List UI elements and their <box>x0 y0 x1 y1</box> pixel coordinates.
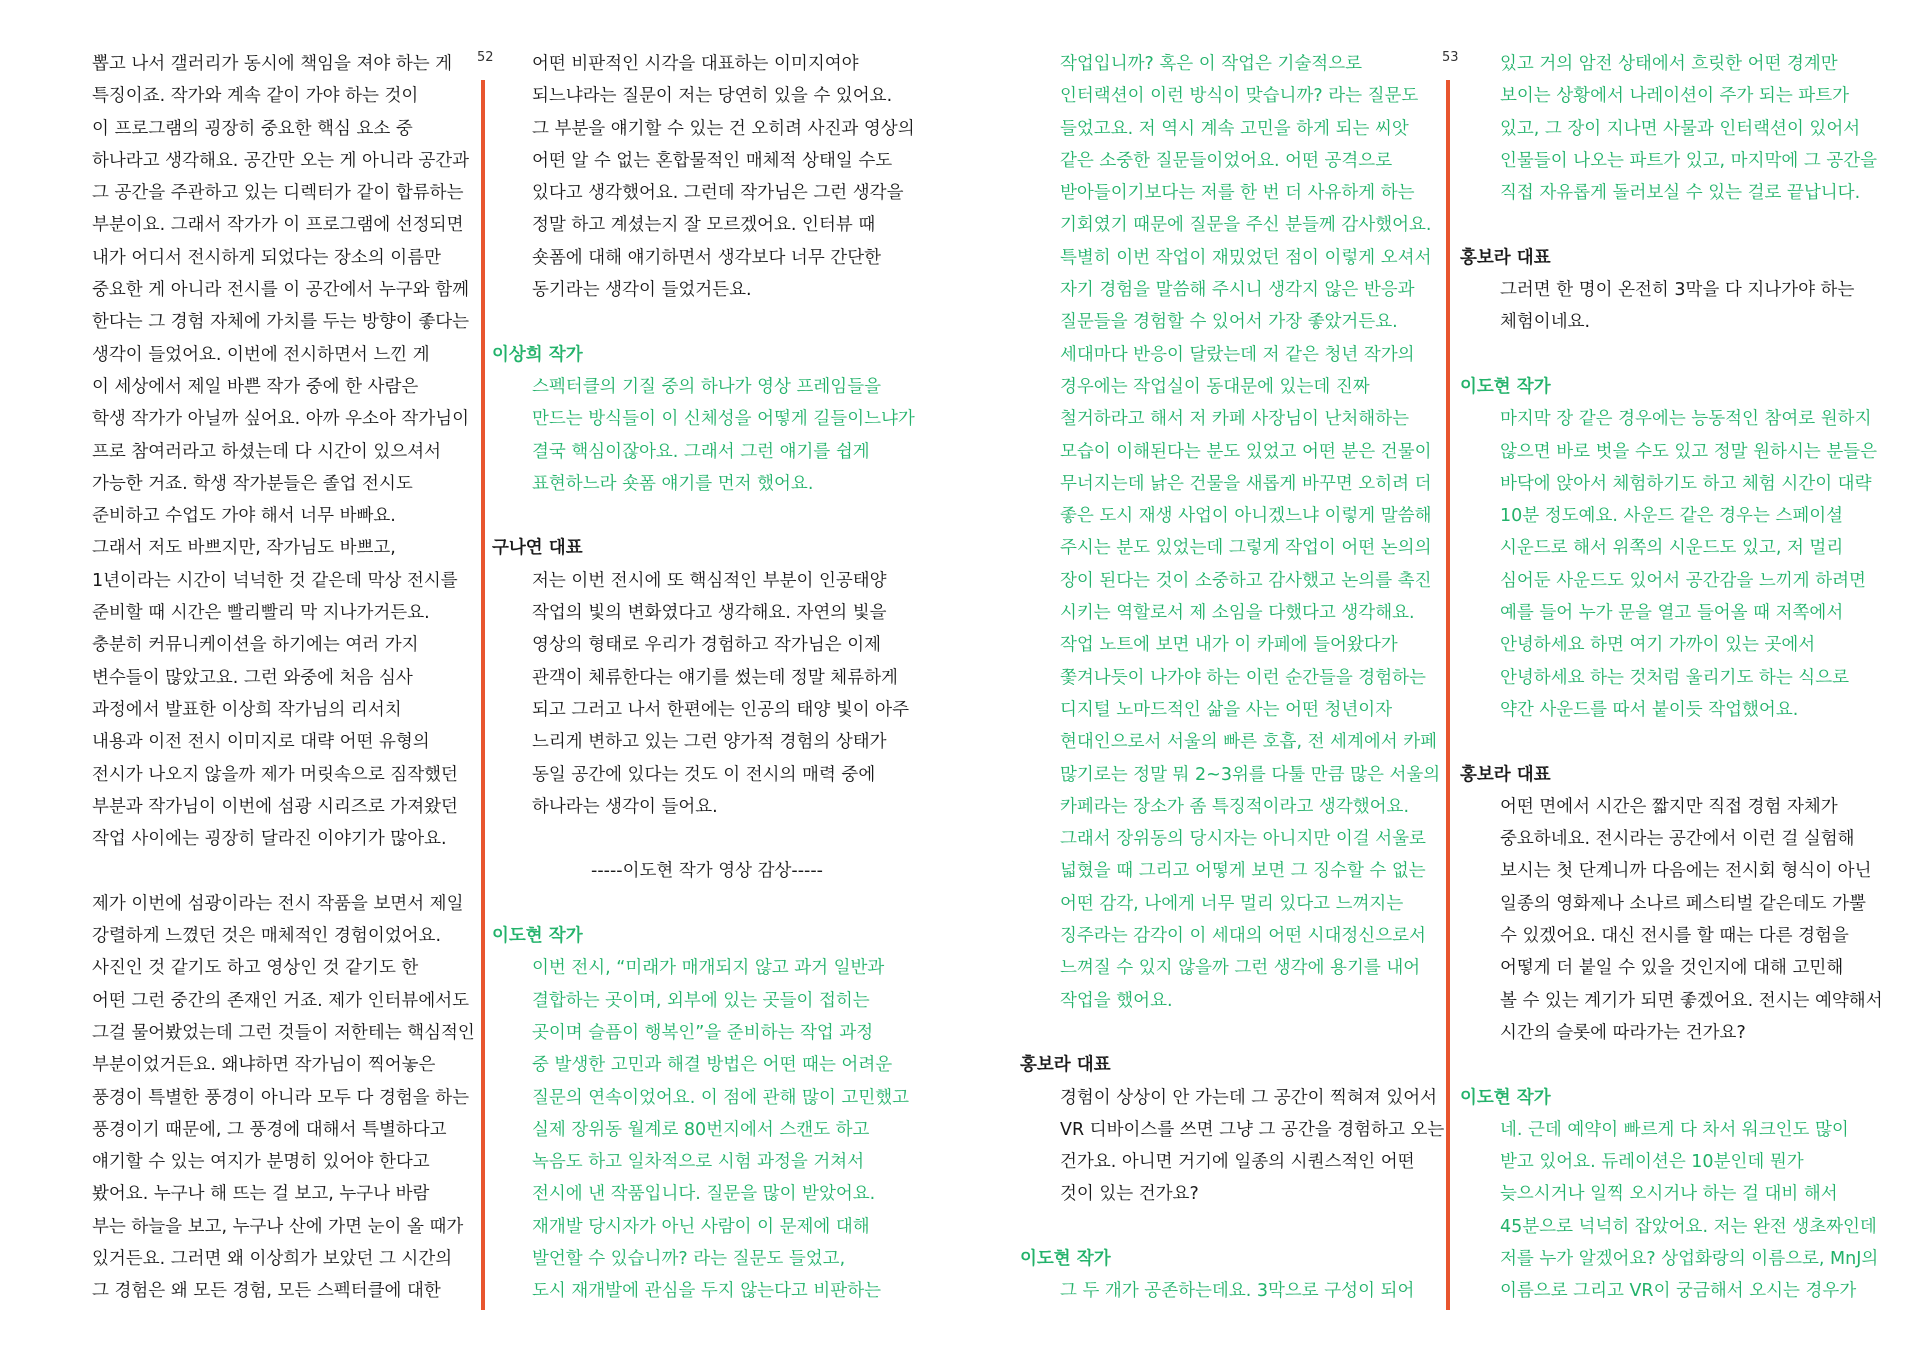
text-line: 쫓겨나듯이 나가야 하는 이런 순간들을 경험하는 <box>1060 667 1426 688</box>
text-line: 작업을 했어요. <box>1060 990 1173 1011</box>
text-line: 질문의 연속이었어요. 이 점에 관해 많이 고민했고 <box>532 1087 910 1108</box>
speech-block <box>1460 1114 1890 1308</box>
text-line: 준비하고 수업도 가야 해서 너무 바빠요. <box>92 506 396 527</box>
speech-block <box>492 371 922 500</box>
text-line: 있거든요. 그러면 왜 이상희가 보았던 그 시간의 <box>92 1248 453 1269</box>
text-line: 느리게 변하고 있는 그런 양가적 경험의 상태가 <box>532 732 887 753</box>
column-4 <box>1460 48 1890 1308</box>
text-line: 1년이라는 시간이 넉넉한 것 같은데 막상 전시를 <box>92 570 458 591</box>
speech-block <box>1460 274 1890 339</box>
text-line: 예를 들어 누가 문을 열고 들어올 때 저쪽에서 <box>1500 603 1844 624</box>
text-line: 어떤 감각, 나에게 너무 멀리 있다고 느껴지는 <box>1060 893 1404 914</box>
text-line: 징주라는 감각이 이 세대의 어떤 시대정신으로서 <box>1060 926 1426 947</box>
text-line: 정말 하고 계셨는지 잘 모르겠어요. 인터뷰 때 <box>532 215 876 236</box>
text-line: 풍경이기 때문에, 그 풍경에 대해서 특별하다고 <box>92 1119 447 1140</box>
text-line: 안녕하세요 하면 여기 가까이 있는 곳에서 <box>1500 635 1816 656</box>
text-line: 표현하느라 숏폼 얘기를 먼저 했어요. <box>532 473 814 494</box>
text-line: 보시는 첫 단계니까 다음에는 전시회 형식이 아닌 <box>1500 861 1872 882</box>
text-line: 제가 이번에 섬광이라는 전시 작품을 보면서 제일 <box>92 893 464 914</box>
speech-block <box>1020 1082 1445 1211</box>
text-line: 디지털 노마드적인 삶을 사는 어떤 청년이자 <box>1060 699 1393 720</box>
text-line: 그 경험은 왜 모든 경험, 모든 스펙터클에 대한 <box>92 1281 441 1302</box>
text-line: 뽑고 나서 갤러리가 동시에 책임을 져야 하는 게 <box>92 54 453 74</box>
text-line: 부분이요. 그래서 작가가 이 프로그램에 선정되면 <box>92 215 464 236</box>
text-line: 부분이었거든요. 왜냐하면 작가님이 찍어놓은 <box>92 1055 436 1076</box>
text-line: 좋은 도시 재생 사업이 아니겠느냐 이렇게 말씀해 <box>1060 506 1432 527</box>
text-line: 결국 핵심이잖아요. 그래서 그런 얘기를 쉽게 <box>532 441 870 462</box>
text-line: 않으면 바로 벗을 수도 있고 정말 원하시는 분들은 <box>1500 441 1878 462</box>
text-line: 같은 소중한 질문들이었어요. 어떤 공격으로 <box>1060 150 1393 171</box>
paragraph <box>492 48 922 306</box>
text-line: 경우에는 작업실이 동대문에 있는데 진짜 <box>1060 376 1370 397</box>
text-line: 어떻게 더 붙일 수 있을 것인지에 대해 고민해 <box>1500 958 1844 979</box>
text-line: 만드는 방식들이 이 신체성을 어떻게 길들이느냐가 <box>532 409 915 430</box>
speaker-label: 이도현 작가 <box>492 926 583 947</box>
speaker-label: 홍보라 대표 <box>1460 764 1551 785</box>
text-line: 그 두 개가 공존하는데요. 3막으로 구성이 되어 <box>1060 1281 1415 1302</box>
text-line: 많기로는 정말 뭐 2~3위를 다툴 만큼 많은 서울의 <box>1060 764 1441 785</box>
text-line: 마지막 장 같은 경우에는 능동적인 참여로 원하지 <box>1500 409 1872 430</box>
text-line: 시간의 슬롯에 따라가는 건가요? <box>1500 1022 1746 1043</box>
text-line: 얘기할 수 있는 여지가 분명히 있어야 한다고 <box>92 1152 430 1173</box>
text-line: 되고 그러고 나서 한편에는 인공의 태양 빛이 아주 <box>532 699 910 720</box>
text-line: 작업 사이에는 굉장히 달라진 이야기가 많아요. <box>92 829 447 850</box>
text-line: 것이 있는 건가요? <box>1060 1184 1199 1205</box>
text-line: 인터랙션이 이런 방식이 맞습니까? 라는 질문도 <box>1060 86 1419 107</box>
text-line: 봤어요. 누구나 해 뜨는 걸 보고, 누구나 바람 <box>92 1184 430 1205</box>
text-line: 중요하네요. 전시라는 공간에서 이런 걸 실험해 <box>1500 829 1855 850</box>
text-line: 수 있겠어요. 대신 전시를 할 때는 다른 경험을 <box>1500 926 1849 947</box>
text-line: 받고 있어요. 듀레이션은 10분인데 뭔가 <box>1500 1152 1804 1173</box>
text-line: 약간 사운드를 따서 붙이듯 작업했어요. <box>1500 699 1799 720</box>
text-line: 늦으시거나 일찍 오시거나 하는 걸 대비 해서 <box>1500 1184 1838 1205</box>
text-line: 어떤 그런 중간의 존재인 거죠. 제가 인터뷰에서도 <box>92 990 470 1011</box>
text-line: 전시에 낸 작품입니다. 질문을 많이 받았어요. <box>532 1184 876 1205</box>
text-line: 어떤 비판적인 시각을 대표하는 이미지여야 <box>532 54 859 74</box>
speech-block <box>1460 403 1890 726</box>
text-line: 그래서 장위동의 당시자는 아니지만 이걸 서울로 <box>1060 829 1426 850</box>
text-line: 영상의 형태로 우리가 경험하고 작가님은 이제 <box>532 635 882 656</box>
text-line: 10분 정도예요. 사운드 같은 경우는 스페이셜 <box>1500 506 1844 527</box>
text-line: 인물들이 나오는 파트가 있고, 마지막에 그 공간을 <box>1500 150 1878 171</box>
text-line: VR 디바이스를 쓰면 그냥 그 공간을 경험하고 오는 <box>1060 1119 1445 1140</box>
text-line: 들었고요. 저 역시 계속 고민을 하게 되는 씨앗 <box>1060 118 1409 139</box>
text-line: 직접 자유롭게 돌러보실 수 있는 걸로 끝납니다. <box>1500 183 1861 204</box>
text-line: 시키는 역할로서 제 소임을 다했다고 생각해요. <box>1060 603 1415 624</box>
text-line: 동일 공간에 있다는 것도 이 전시의 매력 중에 <box>532 764 876 785</box>
text-line: 카페라는 장소가 좀 특징적이라고 생각했어요. <box>1060 796 1410 817</box>
text-line: 어떤 알 수 없는 혼합물적인 매체적 상태일 수도 <box>532 150 893 171</box>
page-number: 52 <box>477 50 494 65</box>
text-line: 그래서 저도 바쁘지만, 작가님도 바쁘고, <box>92 538 396 559</box>
column-1 <box>92 48 475 1308</box>
speech-block <box>492 565 922 823</box>
text-line: 준비할 때 시간은 빨리빨리 막 지나가거든요. <box>92 603 430 624</box>
speaker-label: 홍보라 대표 <box>1020 1055 1111 1076</box>
text-line: 일종의 영화제나 소나르 페스티벌 같은데도 가뿔 <box>1500 893 1866 914</box>
text-line: 경험이 상상이 안 가는데 그 공간이 찍혀져 있어서 <box>1060 1087 1438 1108</box>
right-page <box>960 0 1919 1362</box>
text-line: 작업 노트에 보면 내가 이 카페에 들어왔다가 <box>1060 635 1398 656</box>
text-line: 자기 경험을 말씀해 주시니 생각지 않은 반응과 <box>1060 280 1415 301</box>
text-line: 그러면 한 명이 온전히 3막을 다 지나가야 하는 <box>1500 280 1855 301</box>
text-line: 발언할 수 있습니까? 라는 질문도 들었고, <box>532 1248 846 1269</box>
text-line: 내용과 이전 전시 이미지로 대략 어떤 유형의 <box>92 732 430 753</box>
text-line: 중요한 게 아니라 전시를 이 공간에서 누구와 함께 <box>92 280 470 301</box>
text-line: 체험이네요. <box>1500 312 1591 333</box>
text-line: 도시 재개발에 관심을 두지 않는다고 비판하는 <box>532 1281 882 1302</box>
text-line: 있다고 생각했어요. 그런데 작가님은 그런 생각을 <box>532 183 904 204</box>
speech-block <box>1460 48 1890 209</box>
text-line: 이번 전시, “미래가 매개되지 않고 과거 일반과 <box>532 958 885 979</box>
text-line: 특별히 이번 작업이 재밌었던 점이 이렇게 오셔서 <box>1060 247 1432 268</box>
speaker-label: 이도현 작가 <box>1020 1248 1111 1269</box>
text-line: 과정에서 발표한 이상희 작가님의 리서치 <box>92 699 402 720</box>
text-line: 녹음도 하고 일차적으로 시험 과정을 거쳐서 <box>532 1152 865 1173</box>
text-line <box>92 855 462 887</box>
column-2 <box>492 48 922 1308</box>
text-line: 관객이 체류한다는 얘기를 썼는데 정말 체류하게 <box>532 667 898 688</box>
text-line: 이 프로그램의 굉장히 중요한 핵심 요소 중 <box>92 118 413 139</box>
page-number: 53 <box>1442 50 1459 65</box>
text-line: 충분히 커뮤니케이션을 하기에는 여러 가지 <box>92 635 419 656</box>
text-line: 철거하라고 해서 저 카페 사장님이 난처해하는 <box>1060 409 1410 430</box>
text-line: 그 부분을 얘기할 수 있는 건 오히려 사진과 영상의 <box>532 118 915 139</box>
speech-block <box>1020 48 1441 1017</box>
text-line: 심어둔 사운드도 있어서 공간감을 느끼게 하려면 <box>1500 570 1866 591</box>
column-rule <box>1446 80 1450 1310</box>
text-line: 이 세상에서 제일 바쁜 작가 중에 한 사람은 <box>92 376 419 397</box>
column-3 <box>1020 48 1445 1308</box>
speaker-label: 이도현 작가 <box>1460 376 1551 397</box>
text-line: 세대마다 반응이 달랐는데 저 같은 청년 작가의 <box>1060 344 1415 365</box>
speaker-label: 이도현 작가 <box>1460 1087 1551 1108</box>
text-line: 장이 된다는 것이 소중하고 감사했고 논의를 촉진 <box>1060 570 1432 591</box>
text-line: 받아들이기보다는 저를 한 번 더 사유하게 하는 <box>1060 183 1415 204</box>
text-line: 건가요. 아니면 거기에 일종의 시퀀스적인 어떤 <box>1060 1152 1415 1173</box>
speech-block <box>1460 791 1890 1049</box>
video-note: -----이도현 작가 영상 감상----- <box>591 861 823 882</box>
text-line: 되느냐라는 질문이 저는 당연히 있을 수 있어요. <box>532 86 893 107</box>
text-line: 작업입니까? 혹은 이 작업은 기술적으로 <box>1060 54 1363 74</box>
text-line: 넓혔을 때 그리고 어떻게 보면 그 징수할 수 없는 <box>1060 861 1426 882</box>
text-line: 결합하는 곳이며, 외부에 있는 곳들이 접히는 <box>532 990 870 1011</box>
text-line: 학생 작가가 아닐까 싶어요. 아까 우소아 작가님이 <box>92 409 470 430</box>
text-line: 한다는 그 경험 자체에 가치를 두는 방향이 좋다는 <box>92 312 470 333</box>
text-line: 주시는 분도 있었는데 그렇게 작업이 어떤 논의의 <box>1060 538 1432 559</box>
text-line: 강렬하게 느꼈던 것은 매체적인 경험이었어요. <box>92 926 442 947</box>
text-line: 스펙터클의 기질 중의 하나가 영상 프레임들을 <box>532 376 882 397</box>
text-line: 사진인 것 같기도 하고 영상인 것 같기도 한 <box>92 958 419 979</box>
text-line: 이름으로 그리고 VR이 궁금해서 오시는 경우가 <box>1500 1281 1857 1302</box>
text-line: 바닥에 앉아서 체험하기도 하고 체험 시간이 대략 <box>1500 473 1872 494</box>
speech-block <box>492 952 922 1307</box>
text-line: 부분과 작가님이 이번에 섬광 시리즈로 가져왔던 <box>92 796 458 817</box>
text-line: 기회였기 때문에 질문을 주신 분들께 감사했어요. <box>1060 215 1432 236</box>
text-line: 하나라고 생각해요. 공간만 오는 게 아니라 공간과 <box>92 150 470 171</box>
text-line: 저를 누가 알겠어요? 상업화랑의 이름으로, MnJ의 <box>1500 1248 1879 1269</box>
text-line: 무너지는데 낡은 건물을 새롭게 바꾸면 오히려 더 <box>1060 473 1432 494</box>
text-line: 작업의 빛의 변화였다고 생각해요. 자연의 빛을 <box>532 603 887 624</box>
column-rule <box>481 80 485 1310</box>
text-line: 전시가 나오지 않을까 제가 머릿속으로 짐작했던 <box>92 764 458 785</box>
text-line: 질문들을 경험할 수 있어서 가장 좋았거든요. <box>1060 312 1398 333</box>
text-line: 내가 어디서 전시하게 되었다는 장소의 이름만 <box>92 247 442 268</box>
speech-block <box>1020 1275 1420 1307</box>
text-line: 시운드로 해서 위쪽의 시운드도 있고, 저 멀리 <box>1500 538 1844 559</box>
text-line: 모습이 이해된다는 분도 있었고 어떤 분은 건물이 <box>1060 441 1432 462</box>
text-line: 숏폼에 대해 얘기하면서 생각보다 너무 간단한 <box>532 247 882 268</box>
text-line: 어떤 면에서 시간은 짧지만 직접 경험 자체가 <box>1500 796 1838 817</box>
text-line: 중 발생한 고민과 해결 방법은 어떤 때는 어려운 <box>532 1055 893 1076</box>
text-line: 프로 참여러라고 하셨는데 다 시간이 있으셔서 <box>92 441 442 462</box>
text-line: 네. 근데 예약이 빠르게 다 차서 워크인도 많이 <box>1500 1119 1849 1140</box>
text-line: 현대인으로서 서울의 빠른 호흡, 전 세계에서 카페 <box>1060 732 1438 753</box>
text-line: 변수들이 많았고요. 그런 와중에 처음 심사 <box>92 667 413 688</box>
text-line: 특징이죠. 작가와 계속 같이 가야 하는 것이 <box>92 86 419 107</box>
text-line: 보이는 상황에서 나레이션이 주가 되는 파트가 <box>1500 86 1850 107</box>
text-line: 그걸 물어봤었는데 그런 것들이 저한테는 핵심적인 <box>92 1022 475 1043</box>
text-line: 있고 거의 암전 상태에서 흐릿한 어떤 경계만 <box>1500 54 1838 74</box>
text-line: 동기라는 생각이 들었거든요. <box>532 280 752 301</box>
speaker-label: 구나연 대표 <box>492 538 583 559</box>
text-line: 재개발 당시자가 아닌 사람이 이 문제에 대해 <box>532 1216 870 1237</box>
text-line: 그 공간을 주관하고 있는 디렉터가 같이 합류하는 <box>92 183 464 204</box>
text-line: 45분으로 넉넉히 잡았어요. 저는 완전 생초짜인데 <box>1500 1216 1877 1237</box>
text-line: 저는 이번 전시에 또 핵심적인 부분이 인공태양 <box>532 570 887 591</box>
text-line: 볼 수 있는 계기가 되면 좋겠어요. 전시는 예약해서 <box>1500 990 1883 1011</box>
text-line: 곳이며 슬픔이 행복인”을 준비하는 작업 과정 <box>532 1022 874 1043</box>
text-line: 하나라는 생각이 들어요. <box>532 796 718 817</box>
speaker-label: 홍보라 대표 <box>1460 247 1551 268</box>
text-line: 부는 하늘을 보고, 누구나 산에 가면 눈이 올 때가 <box>92 1216 464 1237</box>
text-line: 실제 장위동 월계로 80번지에서 스캔도 하고 <box>532 1119 870 1140</box>
text-line: 가능한 거죠. 학생 작가분들은 졸업 전시도 <box>92 473 413 494</box>
text-line: 생각이 들었어요. 이번에 전시하면서 느낀 게 <box>92 344 430 365</box>
speaker-label: 이상희 작가 <box>492 344 583 365</box>
text-line: 풍경이 특별한 풍경이 아니라 모두 다 경험을 하는 <box>92 1087 470 1108</box>
text-line: 있고, 그 장이 지나면 사물과 인터랙션이 있어서 <box>1500 118 1861 139</box>
text-line: 느껴질 수 있지 않을까 그런 생각에 용기를 내어 <box>1060 958 1421 979</box>
text-line: 안녕하세요 하는 것처럼 울리기도 하는 식으로 <box>1500 667 1850 688</box>
